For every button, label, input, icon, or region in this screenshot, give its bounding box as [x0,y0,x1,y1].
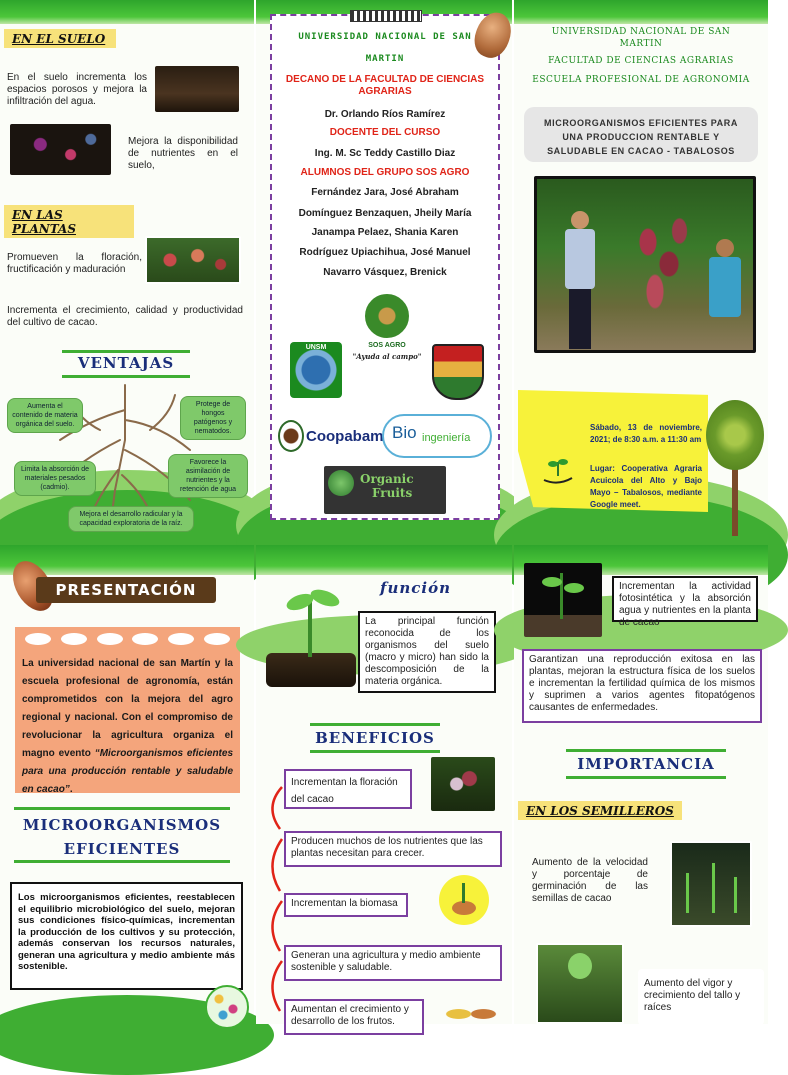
beneficio-4: Generan una agricultura y medio ambiente sostenible y saludable. [284,945,502,981]
student-5: Navarro Vásquez, Brenick [323,267,447,278]
beneficio-5: Aumentan el crecimiento y desarrollo de los frutos. [284,999,424,1035]
ventaja-2: Protege de hongos patógenos y nematodos. [180,396,246,440]
right-bottom-panel [514,545,768,1024]
bioingenieria-logo [382,414,492,458]
teacher-label: DOCENTE DEL CURSO [329,127,441,138]
semilleros-text-2: Aumento del vigor y crecimiento del tallo y raíces [644,978,741,1013]
presentacion-quote: “Microorganismos eficientes para una producción rentable y saludable en cacao” [22,748,234,795]
unsm-text: UNSM [305,344,327,351]
bio-text: Bio [392,423,417,442]
cocoa-flower-photo [145,236,241,284]
ventaja-3: Limita la absorción de materiales pesados (cadmio). [14,461,96,496]
fruits-text: Fruits [372,486,413,500]
hand-plant-icon [540,452,576,488]
micro-title-1: MICROORGANISMOS [22,816,222,834]
left-top-panel [0,0,254,543]
sos-agro-slogan: "Ayuda al campo" [352,352,422,361]
teacher-name: Ing. M. Sc Teddy Castillo Diaz [314,148,456,159]
pill-row [25,633,230,645]
sprout-illustration [266,589,356,689]
dean-name: Dr. Orlando Ríos Ramírez [324,109,446,120]
event-title: MICROORGANISMOS EFICIENTES PARA UNA PRODUCCION RENTABLE Y SALUDABLE EN CACAO - TABALOSOS [544,118,738,156]
right-top-panel [514,0,768,543]
student-2: Domínguez Benzaquen, Jheily María [298,208,472,219]
semilleros-tag: EN LOS SEMILLEROS [518,801,682,820]
sos-agro-name: SOS AGRO [368,342,406,349]
coopabam-name: Coopabam [306,428,384,445]
funcion-title: función [380,579,452,597]
presentacion-title: PRESENTACIÓN [55,581,197,599]
micro-banner [14,807,230,863]
ventaja-1: Aumenta el contenido de materia orgánica del suelo. [7,398,83,433]
beneficios-banner [310,723,440,753]
event-title-box [524,107,758,162]
cover-university: UNIVERSIDAD NACIONAL DE SAN MARTIN [551,27,731,49]
organic-fruits-logo [324,466,446,514]
farmer-2-figure [707,239,743,351]
students-label: ALUMNOS DEL GRUPO SOS AGRO [300,167,470,178]
presentacion-box [15,627,240,793]
top-green-band [0,0,254,24]
middle-bottom-panel [256,545,512,1027]
cover-faculty: FACULTAD DE CIENCIAS AGRARIAS [548,56,734,66]
plants-text-1: Promueven la floración, fructificación y maduración [7,252,142,275]
middle-top-panel [256,0,512,543]
top-ornament [350,10,422,22]
plants-text-2: Incrementa el crecimiento, calidad y productividad del cultivo de cacao. [7,305,243,328]
farmers-photo [534,176,756,353]
regional-shield-logo [432,344,484,400]
coopabam-logo [278,416,384,456]
ventaja-5: Mejora el desarrollo radicular y la capacidad exploratoria de la raíz. [68,506,194,532]
microbe-circle-icon [205,985,249,1029]
micro-title-2: EFICIENTES [63,840,181,858]
presentacion-banner [36,577,216,603]
importancia-banner [566,749,726,779]
organic-text: Organic [360,472,414,486]
student-1: Fernández Jara, José Abraham [311,187,459,198]
seed-sprout-icon [439,875,489,925]
dean-label: DECANO DE LA FACULTAD DE CIENCIAS AGRARIAS [285,74,485,97]
event-date: Sábado, 13 de noviembre, 2021; de 8:30 a.m. a 11:30 am [590,423,702,444]
credits-box [270,14,500,520]
credits-university: UNIVERSIDAD NACIONAL DE SAN MARTIN [298,32,472,64]
ingenieria-text: ingeniería [422,432,471,444]
photosynthesis-box: Incrementan la actividad fotosintética y la absorción agua y nutrientes en la planta de cacao [612,576,758,622]
beneficio-2: Producen muchos de los nutrientes que las plantas necesitan para crecer. [284,831,502,867]
ventajas-banner [62,350,190,378]
cocoa-flowers-photo [431,757,495,811]
semilleros-text-1: Aumento de la velocidad y porcentaje de germinación de las semillas de cacao [532,857,648,904]
micro-box [10,882,243,990]
beneficios-title: BENEFICIOS [315,729,435,747]
seedbed-photo [670,841,752,927]
funcion-box: La principal función reconocida de los organismos del suelo (macro y micro) han sido la descomposición de la materia orgánica. [358,611,496,693]
soil-tag: EN EL SUELO [4,29,116,48]
student-4: Rodríguez Upiachihua, José Manuel [299,247,471,258]
plants-tag: EN LAS PLANTAS [4,205,134,238]
cocoa-pods-cluster [627,209,697,319]
cover-school: ESCUELA PROFESIONAL DE AGRONOMIA [532,75,750,85]
soil-text-1: En el suelo incrementa los espacios porosos y mejora la infiltración del agua. [7,72,147,107]
ventaja-4: Favorece la asimilación de nutrientes y la retención de agua [168,454,248,498]
soil-text-2: Mejora la disponibilidad de nutrientes en el suelo, [128,136,238,171]
roots-photo [10,124,111,175]
cocoa-tree-illustration [706,400,764,536]
soil-photo [155,66,239,112]
cocoa-fruits-icon [440,997,502,1031]
farmer-1-figure [563,211,597,351]
student-3: Janampa Pelaez, Shania Karen [311,227,459,238]
presentacion-body: La universidad nacional de san Martín y la escuela profesional de agronomía, están comprometidos con la mejora del agro regional y nacional. Con el compromiso de revolucionar la agricultura organiza el magno evento [22,658,233,759]
seedlings-pots-photo [536,943,624,1024]
importancia-title: IMPORTANCIA [577,755,715,773]
event-place: Lugar: Cooperativa Agraria Acuicola del Alto y Bajo Mayo – Tabalosos, mediante Google meet. [590,464,702,509]
unsm-logo [290,342,342,398]
beneficio-1: Incrementan la floración del cacao [284,769,412,809]
presentacion-end: . [69,784,73,795]
micro-text: Los microorganismos eficientes, reestablecen el equilibrio microbiológico del suelo, mejoran sus condiciones físico-químicas, incrementan la producción de los cultivos y su protección, además conservan los recursos naturales, generan una agricultura y medio ambiente más sostenible. [18,892,235,972]
left-bottom-panel [0,545,254,1024]
presentacion-text [22,655,233,799]
seedling-photo [524,563,602,637]
reproduction-box: Garantizan una reproducción exitosa en las plantas, mejoran la estructura física de los suelos e incrementan la fertilidad química de los mismos y suprimen a varios agentes fitopatógenos causantes de enfermedades. [522,649,762,723]
ventajas-title: VENTAJAS [77,354,175,372]
beneficio-3: Incrementan la biomasa [284,893,408,917]
sos-agro-logo [352,292,422,376]
